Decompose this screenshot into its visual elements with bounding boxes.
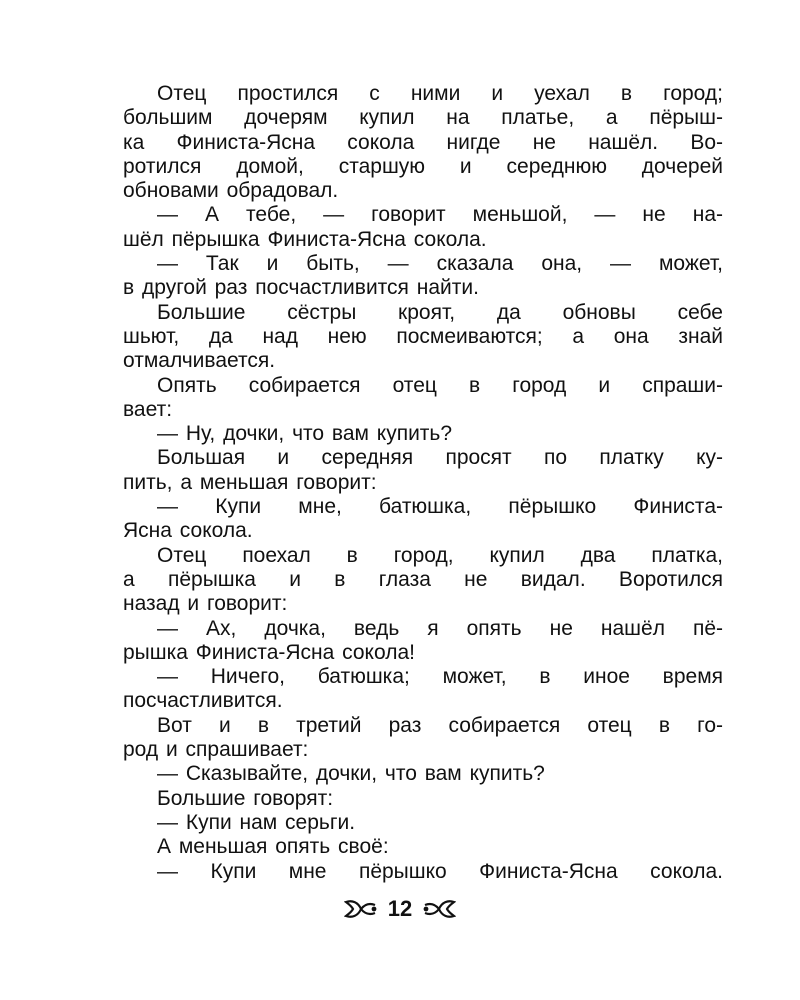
text-line: Вот и в третий раз собирается отец в го- <box>157 713 723 737</box>
text-line: посчастливится. <box>123 689 283 713</box>
left-ornament-icon <box>344 898 378 920</box>
text-line: — Ах, дочка, ведь я опять не нашёл пё- <box>157 616 723 640</box>
text-line: — Купи мне пёрышко Финиста-Ясна сокола. <box>157 859 723 883</box>
text-line: обновами обрадовал. <box>123 179 339 203</box>
right-ornament-icon <box>422 898 456 920</box>
text-line: Опять собирается отец в город и спраши- <box>157 373 723 397</box>
text-line: А меньшая опять своё: <box>157 835 389 859</box>
text-line: Большие сёстры кроят, да обновы себе <box>157 300 723 324</box>
book-page-text <box>123 82 723 884</box>
text-line: Большие говорят: <box>157 786 334 810</box>
text-line: — Так и быть, — сказала она, — может, <box>157 252 723 276</box>
text-line: шьют, да над нею посмеиваются; а она знай <box>123 324 723 348</box>
text-line: большим дочерям купил на платье, а пёрыш- <box>123 106 723 130</box>
text-line: Отец простился с ними и уехал в город; <box>157 82 723 105</box>
text-line: — Купи мне, батюшка, пёрышко Финиста- <box>157 495 723 519</box>
page-number: 12 <box>387 896 413 921</box>
text-line: — Ну, дочки, что вам купить? <box>157 422 453 446</box>
text-line: в другой раз посчастливится найти. <box>123 276 479 300</box>
text-line: а пёрышка и в глаза не видал. Воротился <box>123 567 723 591</box>
text-line: Отец поехал в город, купил два платка, <box>157 543 723 567</box>
text-line: — Сказывайте, дочки, что вам купить? <box>157 762 545 786</box>
text-line: — А тебе, — говорит меньшой, — не на- <box>157 203 723 227</box>
text-line: Ясна сокола. <box>123 519 253 543</box>
page-footer <box>0 895 800 923</box>
text-line: шёл пёрышка Финиста-Ясна сокола. <box>123 227 487 251</box>
text-line: Большая и середняя просят по платку ку- <box>157 446 723 470</box>
text-line: рышка Финиста-Ясна сокола! <box>123 640 415 664</box>
text-line: вает: <box>123 397 173 421</box>
text-line: назад и говорит: <box>123 592 288 616</box>
text-line: ка Финиста-Ясна сокола нигде не нашёл. Во- <box>123 130 723 154</box>
text-line: — Купи нам серьги. <box>157 810 356 834</box>
text-line: отмалчивается. <box>123 349 276 373</box>
text-line: ротился домой, старшую и середнюю дочерей <box>123 154 723 178</box>
text-line: — Ничего, батюшка; может, в иное время <box>157 665 723 689</box>
text-line: род и спрашивает: <box>123 738 309 762</box>
text-line: пить, а меньшая говорит: <box>123 470 377 494</box>
